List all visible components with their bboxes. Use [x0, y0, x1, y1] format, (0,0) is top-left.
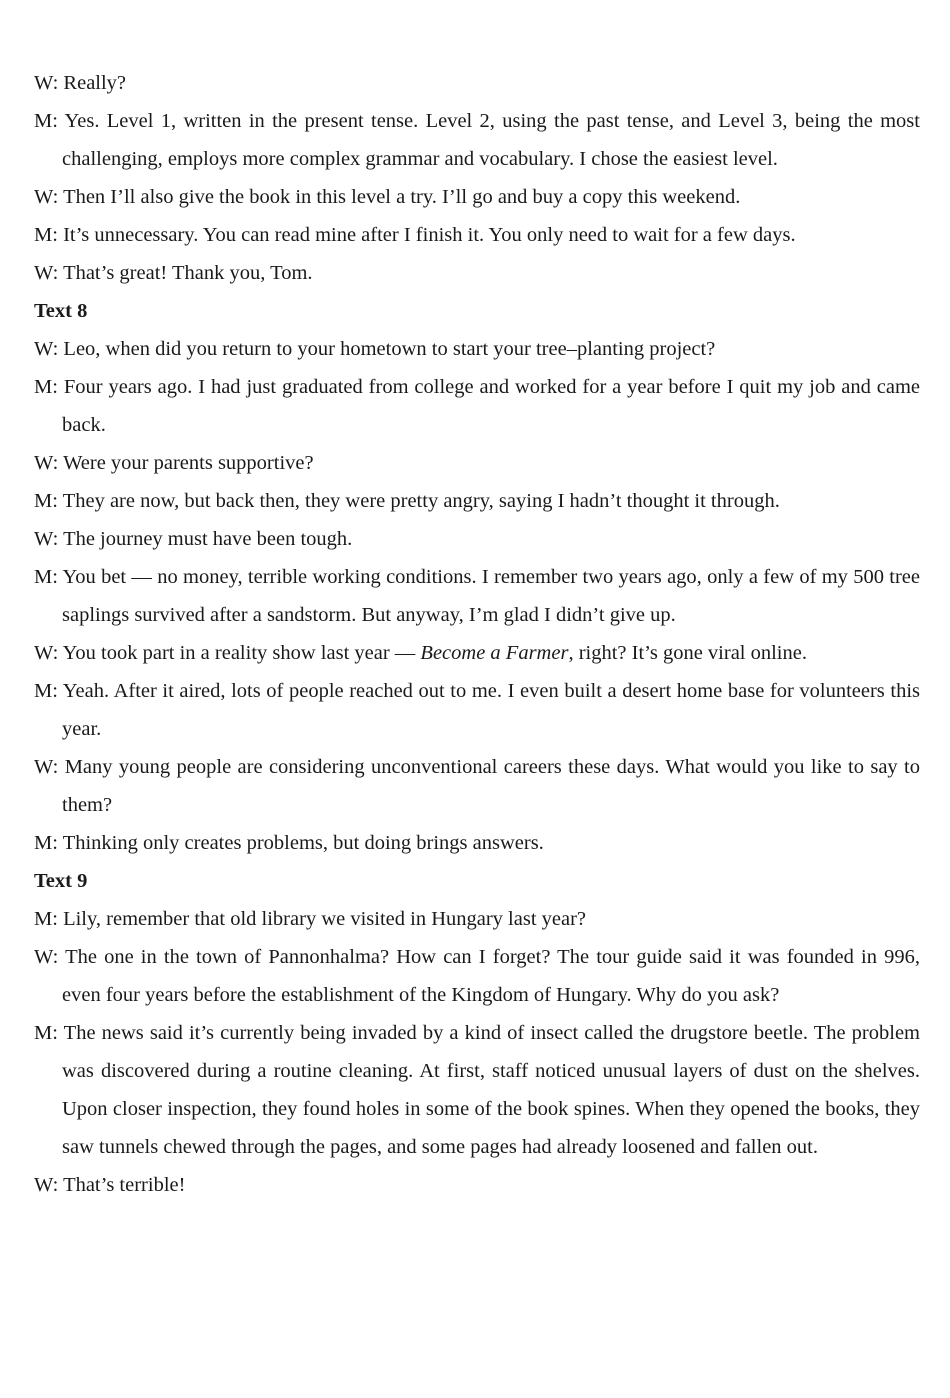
dialogue-line — [34, 520, 920, 558]
dialogue-line — [34, 102, 920, 178]
dialogue-line — [34, 368, 920, 444]
line-text: Then I’ll also give the book in this level a try. I’ll go and buy a copy this weekend. — [63, 186, 741, 208]
speaker-label: M: — [34, 680, 58, 702]
line-text: The journey must have been tough. — [63, 528, 353, 550]
dialogue-text-9 — [34, 900, 920, 1204]
speaker-label: M: — [34, 490, 58, 512]
line-text: Many young people are considering unconventional careers these days. What would you like to say to them? — [62, 756, 921, 816]
speaker-label: W: — [34, 1174, 59, 1196]
line-text: You took part in a reality show last year — — [62, 642, 421, 664]
speaker-label: W: — [34, 186, 59, 208]
document-body — [34, 64, 920, 1204]
speaker-label: W: — [34, 338, 59, 360]
line-text: Really? — [63, 72, 127, 94]
dialogue-line — [34, 938, 920, 1014]
dialogue-line — [34, 900, 920, 938]
line-text: That’s great! Thank you, Tom. — [63, 262, 313, 284]
dialogue-line — [34, 482, 920, 520]
section-heading-text-8: Text 8 — [34, 300, 88, 322]
dialogue-text-8 — [34, 330, 920, 862]
dialogue-line — [34, 64, 920, 102]
line-text: Leo, when did you return to your hometown to start your tree–planting project? — [63, 338, 716, 360]
speaker-label: W: — [34, 528, 59, 550]
speaker-label: M: — [34, 1022, 58, 1044]
section-heading-text-9: Text 9 — [34, 870, 88, 892]
line-text: That’s terrible! — [63, 1174, 186, 1196]
speaker-label: W: — [34, 262, 59, 284]
dialogue-line — [34, 330, 920, 368]
speaker-label: W: — [34, 452, 59, 474]
show-title: Become a Farmer — [420, 642, 569, 664]
dialogue-line — [34, 178, 920, 216]
line-text: Yeah. After it aired, lots of people reached out to me. I even built a desert home base for volunteers this year. — [62, 680, 920, 740]
dialogue-line — [34, 558, 920, 634]
speaker-label: W: — [34, 72, 59, 94]
speaker-label: M: — [34, 224, 58, 246]
dialogue-line — [34, 634, 920, 672]
dialogue-line — [34, 444, 920, 482]
dialogue-line — [34, 672, 920, 748]
dialogue-line — [34, 254, 920, 292]
speaker-label: W: — [34, 642, 59, 664]
speaker-label: M: — [34, 908, 58, 930]
line-text: The news said it’s currently being invaded by a kind of insect called the drugstore beetle. The problem was discovered during a routine cleaning. At first, staff noticed unusual layers of dust on the shelves. Upon closer inspection, they found holes in some of the book spines. When they opened the books, they saw tunnels chewed through the pages, and some pages had already loosened and fallen out. — [62, 1022, 920, 1158]
dialogue-continuation — [34, 64, 920, 292]
dialogue-line — [34, 1166, 920, 1204]
speaker-label: W: — [34, 756, 59, 778]
line-text: Four years ago. I had just graduated from college and worked for a year before I quit my job and came back. — [62, 376, 921, 436]
line-text: Lily, remember that old library we visited in Hungary last year? — [63, 908, 587, 930]
line-text: You bet — no money, terrible working conditions. I remember two years ago, only a few of my 500 tree saplings survived after a sandstorm. But anyway, I’m glad I didn’t give up. — [62, 566, 920, 626]
line-text: It’s unnecessary. You can read mine after I finish it. You only need to wait for a few days. — [63, 224, 796, 246]
speaker-label: M: — [34, 376, 58, 398]
speaker-label: W: — [34, 946, 59, 968]
speaker-label: M: — [34, 110, 58, 132]
speaker-label: M: — [34, 566, 58, 588]
line-text: Thinking only creates problems, but doing brings answers. — [62, 832, 544, 854]
dialogue-line — [34, 216, 920, 254]
dialogue-line — [34, 748, 920, 824]
line-text: , right? It’s gone viral online. — [568, 642, 807, 664]
line-text: The one in the town of Pannonhalma? How can I forget? The tour guide said it was founded in 996, even four years before the establishment of the Kingdom of Hungary. Why do you ask? — [62, 946, 920, 1006]
speaker-label: M: — [34, 832, 58, 854]
line-text: They are now, but back then, they were pretty angry, saying I hadn’t thought it through. — [62, 490, 780, 512]
line-text: Were your parents supportive? — [63, 452, 314, 474]
dialogue-line — [34, 1014, 920, 1166]
line-text: Yes. Level 1, written in the present tense. Level 2, using the past tense, and Level 3, being the most challenging, employs more complex grammar and vocabulary. I chose the easiest level. — [62, 110, 920, 170]
dialogue-line — [34, 824, 920, 862]
